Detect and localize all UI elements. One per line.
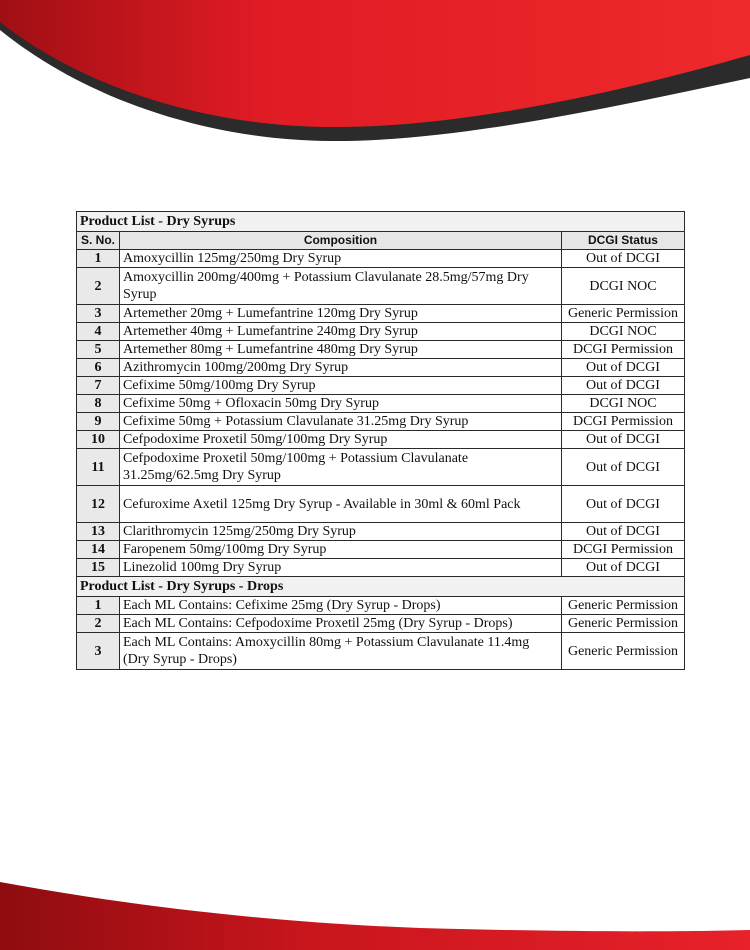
row-composition: Cefpodoxime Proxetil 50mg/100mg + Potassium Clavulanate 31.25mg/62.5mg Dry Syrup (120, 449, 562, 486)
row-status: Out of DCGI (561, 559, 684, 577)
row-sno: 12 (77, 486, 120, 523)
row-composition: Azithromycin 100mg/200mg Dry Syrup (120, 359, 562, 377)
row-status: Out of DCGI (561, 250, 684, 268)
table-row (77, 541, 685, 559)
table-row (77, 323, 685, 341)
row-sno: 4 (77, 323, 120, 341)
row-composition: Cefpodoxime Proxetil 50mg/100mg Dry Syrup (120, 431, 562, 449)
row-sno: 5 (77, 341, 120, 359)
row-status: DCGI Permission (561, 413, 684, 431)
row-sno: 3 (77, 305, 120, 323)
table-row (77, 377, 685, 395)
row-status: Generic Permission (561, 597, 684, 615)
row-sno: 2 (77, 615, 120, 633)
row-composition: Each ML Contains: Amoxycillin 80mg + Potassium Clavulanate 11.4mg (Dry Syrup - Drops) (120, 633, 562, 670)
row-composition: Artemether 40mg + Lumefantrine 240mg Dry Syrup (120, 323, 562, 341)
row-composition: Artemether 20mg + Lumefantrine 120mg Dry Syrup (120, 305, 562, 323)
row-status: Generic Permission (561, 615, 684, 633)
row-composition: Each ML Contains: Cefixime 25mg (Dry Syrup - Drops) (120, 597, 562, 615)
row-composition: Each ML Contains: Cefpodoxime Proxetil 25mg (Dry Syrup - Drops) (120, 615, 562, 633)
row-composition: Artemether 80mg + Lumefantrine 480mg Dry Syrup (120, 341, 562, 359)
row-sno: 2 (77, 268, 120, 305)
row-status: Out of DCGI (561, 486, 684, 523)
header-dcgi-status: DCGI Status (561, 232, 684, 250)
header-composition: Composition (120, 232, 562, 250)
table-row (77, 431, 685, 449)
row-status: Generic Permission (561, 633, 684, 670)
table-row (77, 395, 685, 413)
row-composition: Faropenem 50mg/100mg Dry Syrup (120, 541, 562, 559)
table-row (77, 559, 685, 577)
row-sno: 1 (77, 250, 120, 268)
row-status: DCGI Permission (561, 541, 684, 559)
table-row (77, 250, 685, 268)
table-row (77, 597, 685, 615)
section-title-row (77, 212, 685, 232)
row-sno: 8 (77, 395, 120, 413)
row-composition: Linezolid 100mg Dry Syrup (120, 559, 562, 577)
table-row (77, 523, 685, 541)
table-row (77, 341, 685, 359)
header-swoosh-decoration (0, 0, 750, 150)
row-composition: Amoxycillin 200mg/400mg + Potassium Clavulanate 28.5mg/57mg Dry Syrup (120, 268, 562, 305)
footer-swoosh-decoration (0, 870, 750, 950)
row-sno: 7 (77, 377, 120, 395)
row-status: Out of DCGI (561, 523, 684, 541)
row-status: DCGI NOC (561, 395, 684, 413)
product-list-table (76, 211, 685, 670)
row-composition: Cefuroxime Axetil 125mg Dry Syrup - Available in 30ml & 60ml Pack (120, 486, 562, 523)
header-sno: S. No. (77, 232, 120, 250)
row-status: Out of DCGI (561, 449, 684, 486)
row-sno: 15 (77, 559, 120, 577)
row-sno: 9 (77, 413, 120, 431)
row-composition: Cefixime 50mg/100mg Dry Syrup (120, 377, 562, 395)
row-status: Generic Permission (561, 305, 684, 323)
row-composition: Amoxycillin 125mg/250mg Dry Syrup (120, 250, 562, 268)
row-status: Out of DCGI (561, 359, 684, 377)
section-title-row (77, 577, 685, 597)
table-row (77, 633, 685, 670)
section-title-dry-syrups: Product List - Dry Syrups (77, 212, 685, 232)
table-row (77, 486, 685, 523)
row-status: DCGI Permission (561, 341, 684, 359)
table-row (77, 359, 685, 377)
row-sno: 13 (77, 523, 120, 541)
row-sno: 6 (77, 359, 120, 377)
row-status: Out of DCGI (561, 377, 684, 395)
table-row (77, 449, 685, 486)
row-composition: Cefixime 50mg + Ofloxacin 50mg Dry Syrup (120, 395, 562, 413)
table-row (77, 413, 685, 431)
row-status: Out of DCGI (561, 431, 684, 449)
table-header-row (77, 232, 685, 250)
row-sno: 10 (77, 431, 120, 449)
row-composition: Clarithromycin 125mg/250mg Dry Syrup (120, 523, 562, 541)
row-sno: 3 (77, 633, 120, 670)
section-title-drops: Product List - Dry Syrups - Drops (77, 577, 685, 597)
row-sno: 14 (77, 541, 120, 559)
table-row (77, 305, 685, 323)
row-sno: 1 (77, 597, 120, 615)
row-composition: Cefixime 50mg + Potassium Clavulanate 31.25mg Dry Syrup (120, 413, 562, 431)
table-row (77, 268, 685, 305)
row-status: DCGI NOC (561, 323, 684, 341)
row-status: DCGI NOC (561, 268, 684, 305)
table-row (77, 615, 685, 633)
row-sno: 11 (77, 449, 120, 486)
